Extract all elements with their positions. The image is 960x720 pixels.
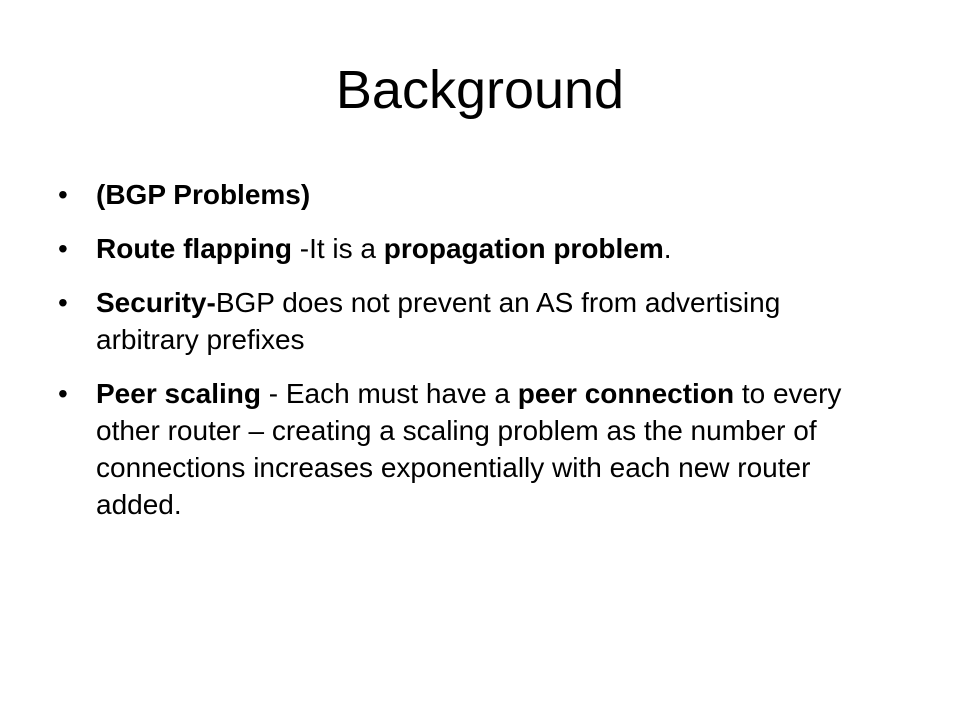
peer-connection-term: peer connection: [517, 378, 735, 409]
route-flapping-term: Route flapping: [96, 233, 292, 264]
route-flapping-text: -It is a: [291, 233, 384, 264]
bullet-list: [58, 176, 858, 540]
peer-scaling-rest-text: to every other router – creating a scaling problem as the number of connections increases exponentially with each new router added.: [96, 378, 842, 520]
propagation-problem-term: propagation problem: [383, 233, 664, 264]
slide-title: Background: [335, 60, 625, 120]
security-text: BGP does not prevent an AS from advertising arbitrary prefixes: [96, 287, 781, 355]
bullet-dot-icon: •: [58, 179, 68, 210]
bullet-security: [58, 284, 858, 358]
bullet-dot-icon: •: [58, 287, 68, 318]
peer-scaling-term: Peer scaling: [96, 378, 261, 409]
bullet-peer-scaling: [58, 375, 858, 523]
bullet-route-flapping: [58, 230, 858, 267]
bullet-bgp-problems-heading: (BGP Problems): [96, 179, 311, 210]
security-term: Security-: [96, 287, 216, 318]
peer-scaling-text: - Each must have a: [260, 378, 518, 409]
bullet-dot-icon: •: [58, 378, 68, 409]
route-flapping-period: .: [663, 233, 672, 264]
bullet-dot-icon: •: [58, 233, 68, 264]
bullet-bgp-problems: [58, 176, 858, 213]
